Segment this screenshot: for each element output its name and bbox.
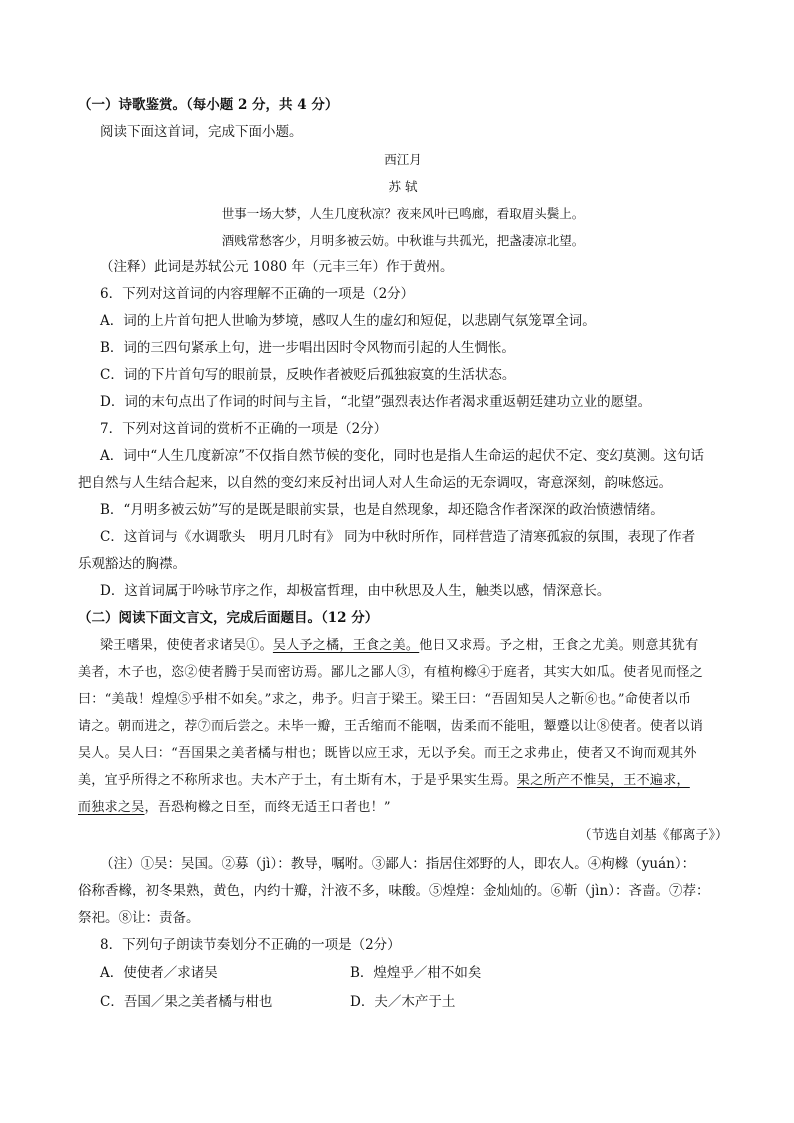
q8-option-a: A．使使者／求诸吴 — [100, 965, 218, 981]
notes-line-1: （注）①吴：吴国。②募（jì）：教导，嘱咐。③鄙人：指居住郊野的人，即农人。④枸橼（yuán）： — [100, 856, 696, 872]
q8-options-row-1 — [78, 959, 728, 988]
q6-option-a: A．词的上片首句把人世喻为梦境，感叹人生的虚幻和短促，以悲剧气氛笼罩全词。 — [100, 313, 596, 329]
q7-option-c-line2: 乐观豁达的胸襟。 — [78, 556, 186, 572]
passage-line-4: 请之。朝而进之，荐⑦而后尝之。未毕一瓣，王舌缩而不能咽，齿柔而不能咀，颦蹙以让⑧使者。使者以诮 — [78, 719, 704, 734]
poem-line-2: 酒贱常愁客少，月明多被云妨。中秋谁与共孤光，把盏凄凉北望。 — [221, 233, 585, 248]
poem-title: 西江月 — [384, 152, 422, 167]
poem-note: （注释）此词是苏轼公元 1080 年（元丰三年）作于黄州。 — [100, 259, 454, 275]
passage-line-7 — [78, 794, 728, 821]
q7-option-d: D．这首词属于吟咏节序之作，却极富哲理，由中秋思及人生，触类以感，情深意长。 — [100, 583, 611, 599]
section1-heading: （一）诗歌鉴赏。（每小题 2 分，共 4 分） — [78, 97, 339, 113]
passage-text: 美，宜乎所得之不称所求也。夫木产于土，有土斯有木，于是乎果实生焉。 — [78, 773, 517, 788]
passage-line-5: 吴人。吴人曰：“吾国果之美者橘与柑也；既皆以应王求，无以予矣。而王之求弗止，使者又不询而观其外 — [78, 746, 697, 761]
passage-line-2: 美者，木子也，恣②使者腾于吴而密访焉。鄙儿之鄙人③，有植枸橼④于庭者，其实大如瓜。使者见而怪之 — [78, 665, 704, 680]
passage-source: （节选自刘基《郁离子》） — [578, 828, 728, 843]
q8-options-row-2 — [78, 988, 728, 1017]
poem-author: 苏 轼 — [388, 179, 418, 194]
q6-stem: 6．下列对这首词的内容理解不正确的一项是（2分） — [100, 286, 415, 302]
underlined-sentence-1: 吴人予之橘，王食之美。 — [272, 638, 420, 653]
underlined-sentence-2: 果之所产不惟吴，王不遍求， — [516, 773, 690, 788]
underlined-sentence-2-cont: 而独求之吴 — [78, 800, 145, 815]
q7-option-c-line1: C．这首词与《水调歌头 明月几时有》 同为中秋时所作，同样营造了清寒孤寂的氛围，表现了作者 — [100, 529, 696, 545]
q8-option-d: D．夫／木产于土 — [350, 994, 456, 1010]
q6-option-c: C．词的下片首句写的眼前景，反映作者被贬后孤独寂寞的生活状态。 — [100, 367, 516, 383]
q7-option-a-line1: A．词中“人生几度新凉”不仅指自然节候的变化，同时也是指人生命运的起伏不定、变幻莫测。这句话 — [100, 448, 705, 464]
q7-option-b: B．“月明多被云妨”写的是既是眼前实景，也是自然现象，却还隐含作者深深的政治愤懑情绪。 — [100, 502, 664, 518]
passage-line-6 — [78, 767, 728, 794]
poem-line-1: 世事一场大梦，人生几度秋凉？夜来风叶已鸣廊，看取眉头鬓上。 — [221, 206, 585, 221]
q8-option-c: C．吾国／果之美者橘与柑也 — [100, 994, 273, 1010]
passage-line-3: 曰：“美哉！煌煌⑤乎柑不如矣。”求之，弗予。归言于梁王。梁王曰：“吾固知吴人之靳⑥也。”命使者以币 — [78, 692, 692, 707]
q6-option-d: D．词的末句点出了作词的时间与主旨，“北望”强烈表达作者渴求重返朝廷建功立业的愿望。 — [100, 394, 652, 410]
notes-line-3: 祭祀。⑧让：责备。 — [78, 910, 200, 926]
q7-stem: 7．下列对这首词的赏析不正确的一项是（2分） — [100, 421, 388, 437]
q8-option-b: B．煌煌乎／柑不如矣 — [350, 965, 482, 981]
section1-instruction: 阅读下面这首词，完成下面小题。 — [100, 124, 303, 140]
q7-option-a-line2: 把自然与人生结合起来，以自然的变幻来反衬出词人对人生命运的无奈调叹，寄意深刻，韵味悠远。 — [78, 475, 672, 491]
section2-heading: （二）阅读下面文言文，完成后面题目。（12 分） — [78, 610, 379, 626]
passage-text: ，吾恐枸橼之日至，而终无适王口者也！” — [144, 800, 391, 815]
passage-text: 梁王嗜果，使使者求诸吴①。 — [100, 638, 273, 653]
q6-option-b: B．词的三四句紧承上句，进一步唱出因时令风物而引起的人生惆怅。 — [100, 340, 515, 356]
passage-text: 他日又求焉。予之柑，王食之尤美。则意其犹有 — [419, 638, 699, 653]
q8-stem: 8．下列句子朗读节奏划分不正确的一项是（2分） — [100, 937, 401, 953]
notes-line-2: 俗称香橼，初冬果熟，黄色，内约十瓣，汁液不多，味酸。⑤煌煌：金灿灿的。⑥靳（jìn）：吝啬。⑦荐： — [78, 883, 710, 899]
exam-page — [78, 92, 728, 1017]
passage-line-1 — [78, 632, 728, 659]
